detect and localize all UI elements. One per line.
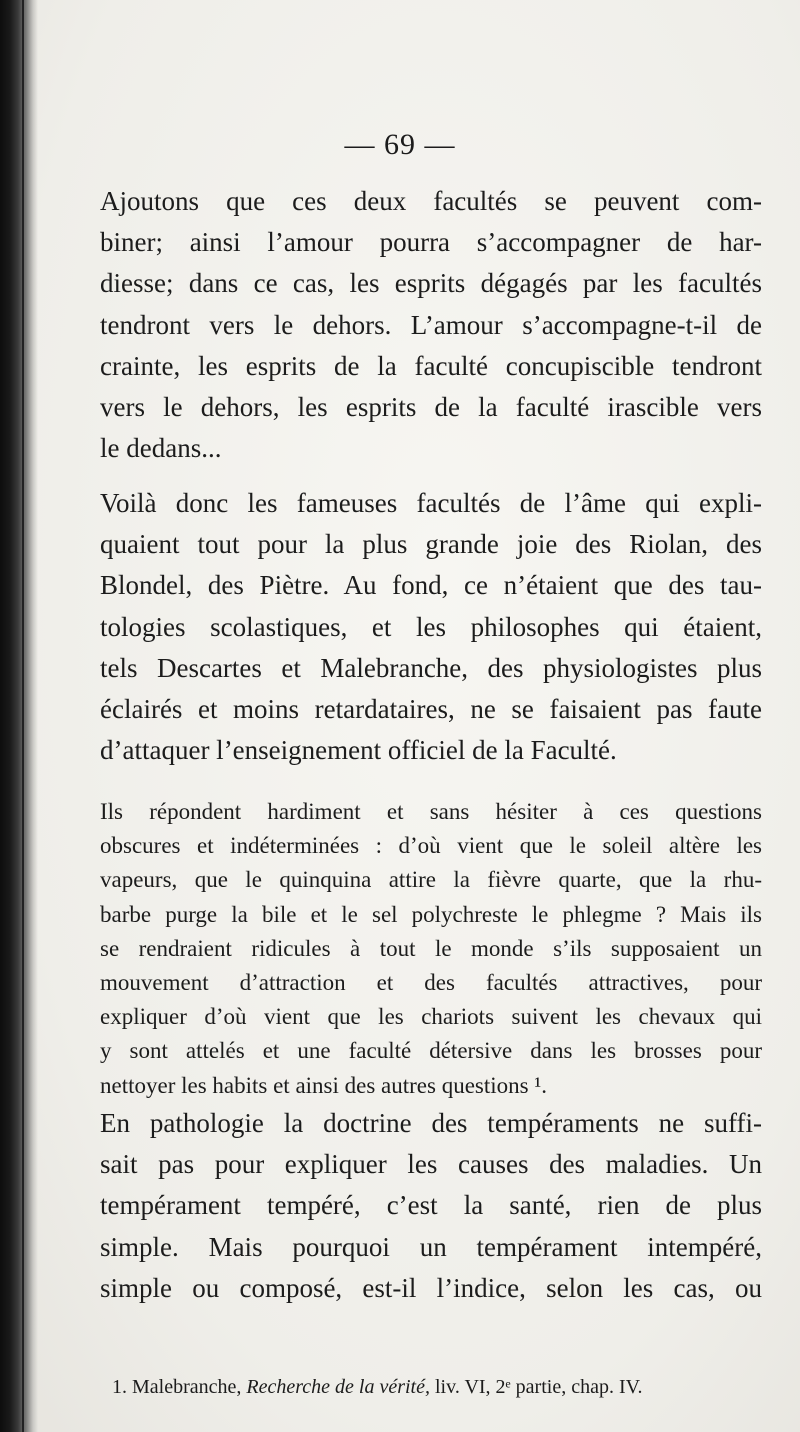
text-line: tologies scolastiques, et les philosophes qui étaient, xyxy=(100,611,762,642)
text-line: barbe purge la bile et le sel polychreste le phlegme ? Mais ils xyxy=(100,901,762,927)
binding-edge-line xyxy=(22,0,24,1432)
text-line: y sont attelés et une faculté détersive dans les brosses pour xyxy=(100,1038,762,1064)
text-line: sait pas pour expliquer les causes des maladies. Un xyxy=(100,1149,762,1180)
text-line: quaient tout pour la plus grande joie des Riolan, des xyxy=(100,529,762,560)
paragraph-1 xyxy=(100,181,762,469)
text-line: expliquer d’où vient que les chariots suivent les chevaux qui xyxy=(100,1004,762,1030)
quoted-passage xyxy=(100,795,762,1103)
text-line: Voilà donc les fameuses facultés de l’âme qui expli- xyxy=(100,488,762,518)
text-line: obscures et indéterminées : d’où vient que le soleil altère les xyxy=(100,833,762,859)
text-line: tels Descartes et Malebranche, des physiologistes plus xyxy=(100,652,762,683)
paragraph-2 xyxy=(100,483,762,771)
footnote-title: Recherche de la vérité, xyxy=(246,1376,430,1398)
book-binding-shadow xyxy=(0,0,38,1432)
text-line: vers le dehors, les esprits de la faculté irascible vers xyxy=(100,392,762,423)
paragraph-3 xyxy=(100,1103,762,1309)
text-line: mouvement d’attraction et des facultés attractives, pour xyxy=(100,970,762,996)
text-line: biner; ainsi l’amour pourra s’accompagner de har- xyxy=(100,227,762,258)
text-line: d’attaquer l’enseignement officiel de la Faculté. xyxy=(100,735,617,766)
text-line: éclairés et moins retardataires, ne se faisaient pas faute xyxy=(100,694,762,725)
text-line: Ils répondent hardiment et sans hésiter à ces questions xyxy=(100,799,762,824)
text-line: Blondel, des Piètre. Au fond, ce n’étaient que des tau- xyxy=(100,570,762,601)
text-line: nettoyer les habits et ainsi des autres questions ¹. xyxy=(100,1072,547,1098)
text-line: simple ou composé, est-il l’indice, selon les cas, ou xyxy=(100,1272,762,1303)
text-line: vapeurs, que le quinquina attire la fièvre quarte, que la rhu- xyxy=(100,867,762,893)
text-line: Ajoutons que ces deux facultés se peuvent com- xyxy=(100,186,762,216)
page-number: — 69 — xyxy=(344,128,456,161)
text-line: se rendraient ridicules à tout le monde s’ils supposaient un xyxy=(100,935,762,961)
footnote-reference: liv. VI, 2ᵉ partie, chap. IV. xyxy=(435,1376,643,1398)
text-line: En pathologie la doctrine des tempéraments ne suffi- xyxy=(100,1108,762,1138)
footnote-marker: 1. xyxy=(112,1376,127,1398)
text-line: le dedans... xyxy=(100,433,222,464)
footnote-author: Malebranche, xyxy=(132,1376,242,1398)
text-line: tempérament tempéré, c’est la santé, rien de plus xyxy=(100,1190,762,1221)
text-line: diesse; dans ce cas, les esprits dégagés par les facultés xyxy=(100,268,762,299)
text-line: simple. Mais pourquoi un tempérament intempéré, xyxy=(100,1231,762,1262)
text-line: tendront vers le dehors. L’amour s’accompagne-t-il de xyxy=(100,309,762,340)
footnote xyxy=(112,1376,762,1399)
text-line: crainte, les esprits de la faculté concupiscible tendront xyxy=(100,350,762,381)
